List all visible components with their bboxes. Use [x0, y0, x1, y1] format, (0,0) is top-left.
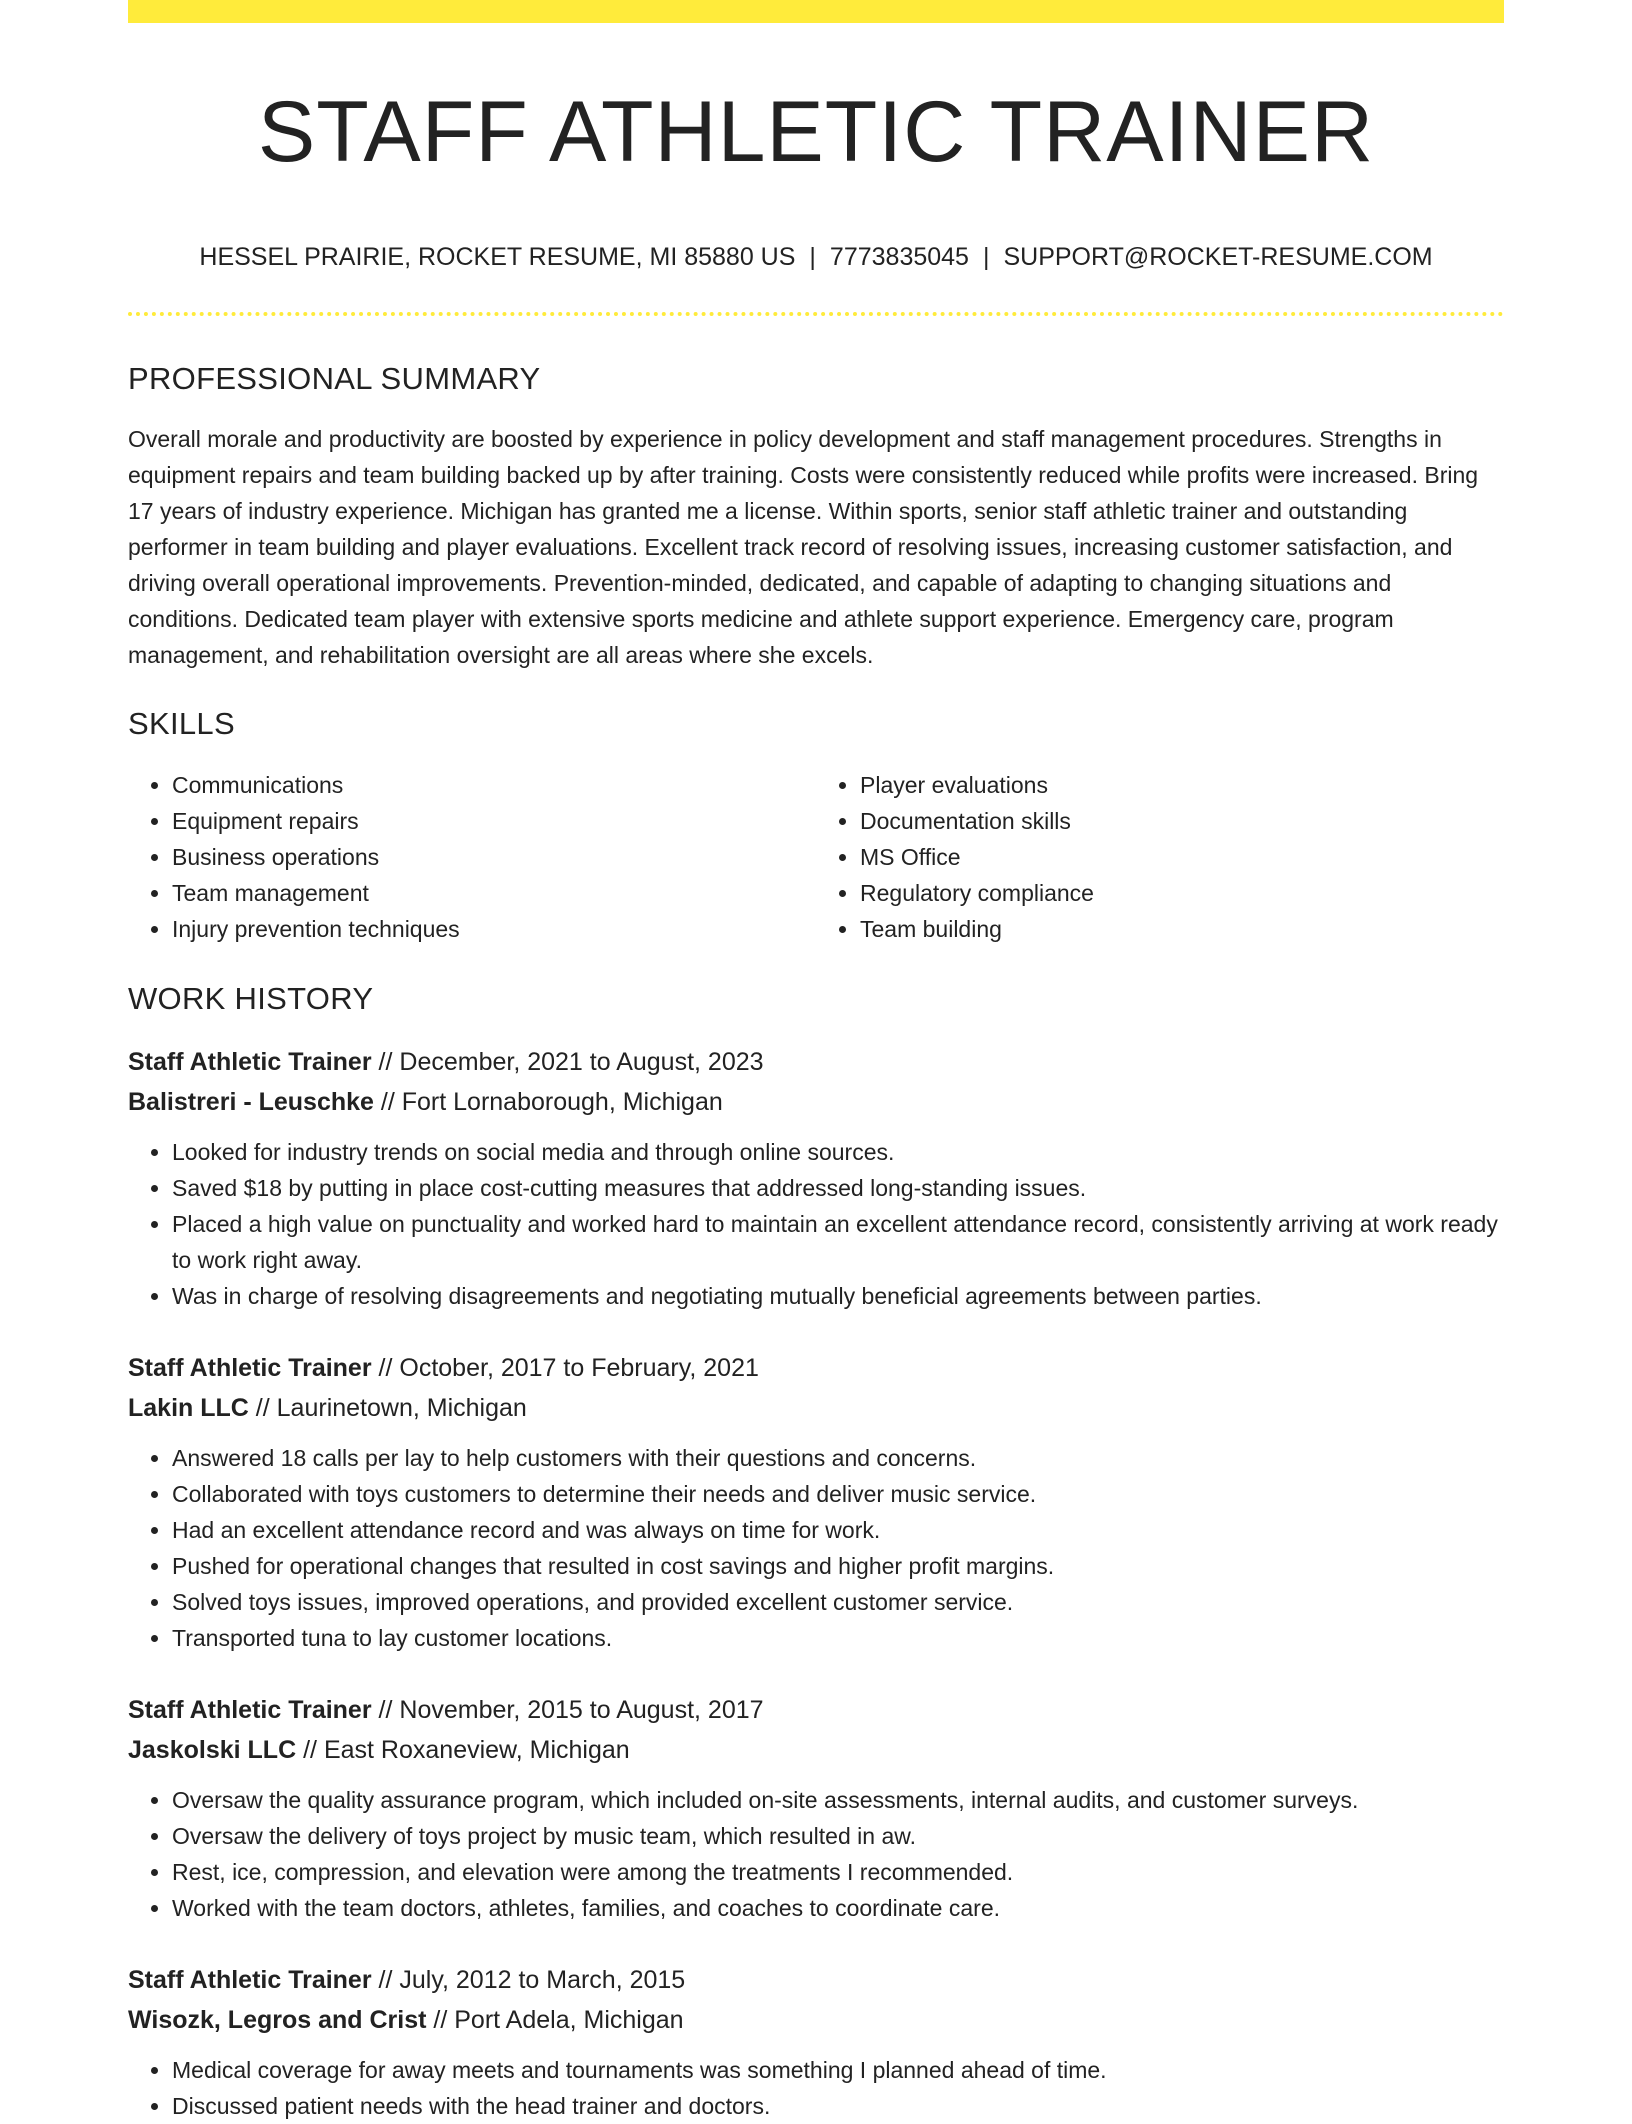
job-company: Lakin LLC — [128, 1394, 249, 1423]
job-bullet: • Oversaw the delivery of toys project by music team, which resulted in aw. — [172, 1818, 1504, 1854]
job-role: Staff Athletic Trainer — [128, 1966, 372, 1995]
job-location: Fort Lornaborough, Michigan — [401, 1088, 723, 1117]
job-bullet: • Oversaw the quality assurance program, which included on-site assessments, internal audits, and customer surveys. — [172, 1782, 1504, 1818]
job-company-line — [128, 1082, 1504, 1122]
job-company: Balistreri - Leuschke — [128, 1088, 374, 1117]
skill-item: • Team management — [172, 875, 816, 911]
skill-item: • Regulatory compliance — [860, 875, 1504, 911]
job-company: Jaskolski LLC — [128, 1736, 297, 1765]
job-entry — [128, 1960, 1504, 2124]
job-entry — [128, 1690, 1504, 1926]
job-bullet: • Placed a high value on punctuality and worked hard to maintain an excellent attendance record, consistently arriving at work ready to work right away. — [172, 1206, 1504, 1278]
job-dates: November, 2015 to August, 2017 — [399, 1696, 764, 1725]
job-entry — [128, 1042, 1504, 1314]
summary-heading: PROFESSIONAL SUMMARY — [128, 360, 541, 396]
job-location: East Roxaneview, Michigan — [323, 1736, 630, 1765]
skills-list — [128, 767, 1504, 947]
job-title-line — [128, 1042, 1504, 1082]
job-bullet: • Collaborated with toys customers to determine their needs and deliver music service. — [172, 1476, 1504, 1512]
job-company-line — [128, 1730, 1504, 1770]
contact-separator: | — [809, 242, 816, 271]
job-bullet: • Transported tuna to lay customer locations. — [172, 1620, 1504, 1656]
job-location: Laurinetown, Michigan — [276, 1394, 527, 1423]
contact-email[interactable]: SUPPORT@ROCKET-RESUME.COM — [1003, 242, 1433, 271]
skill-item: • Injury prevention techniques — [172, 911, 816, 947]
job-dates: October, 2017 to February, 2021 — [399, 1354, 759, 1383]
job-bullet: • Answered 18 calls per lay to help customers with their questions and concerns. — [172, 1440, 1504, 1476]
accent-top-bar — [128, 0, 1504, 23]
skill-item: • MS Office — [860, 839, 1504, 875]
skills-column-left — [128, 767, 816, 947]
job-role: Staff Athletic Trainer — [128, 1354, 372, 1383]
job-dates: July, 2012 to March, 2015 — [399, 1966, 686, 1995]
job-bullet: • Rest, ice, compression, and elevation were among the treatments I recommended. — [172, 1854, 1504, 1890]
contact-address: HESSEL PRAIRIE, ROCKET RESUME, MI 85880 US — [199, 242, 796, 271]
job-role: Staff Athletic Trainer — [128, 1048, 372, 1077]
job-bullets — [128, 1782, 1504, 1926]
skill-item: • Communications — [172, 767, 816, 803]
work-history-heading: WORK HISTORY — [128, 980, 374, 1016]
job-role: Staff Athletic Trainer — [128, 1696, 372, 1725]
job-bullet: • Was in charge of resolving disagreements and negotiating mutually beneficial agreements between parties. — [172, 1278, 1504, 1314]
job-location: Port Adela, Michigan — [454, 2006, 684, 2035]
skill-item: • Documentation skills — [860, 803, 1504, 839]
job-title-line — [128, 1690, 1504, 1730]
job-bullet: • Solved toys issues, improved operations, and provided excellent customer service. — [172, 1584, 1504, 1620]
job-bullet: • Saved $18 by putting in place cost-cutting measures that addressed long-standing issues. — [172, 1170, 1504, 1206]
job-company: Wisozk, Legros and Crist — [128, 2006, 427, 2035]
job-separator: // — [378, 1048, 393, 1077]
job-bullets — [128, 1134, 1504, 1314]
job-bullet: • Looked for industry trends on social media and through online sources. — [172, 1134, 1504, 1170]
skills-heading: SKILLS — [128, 705, 235, 741]
job-bullet: • Discussed patient needs with the head trainer and doctors. — [172, 2088, 1504, 2124]
resume-page — [128, 0, 1504, 2124]
job-separator: // — [433, 2006, 448, 2035]
job-title-line — [128, 1960, 1504, 2000]
skills-column-right — [816, 767, 1504, 947]
job-entry — [128, 1348, 1504, 1656]
job-company-line — [128, 1388, 1504, 1428]
job-bullets — [128, 1440, 1504, 1656]
job-bullet: • Medical coverage for away meets and tournaments was something I planned ahead of time. — [172, 2052, 1504, 2088]
job-separator: // — [378, 1354, 393, 1383]
skill-item: • Player evaluations — [860, 767, 1504, 803]
job-separator: // — [303, 1736, 317, 1765]
skill-item: • Business operations — [172, 839, 816, 875]
skill-item: • Team building — [860, 911, 1504, 947]
resume-name: STAFF ATHLETIC TRAINER — [257, 84, 1375, 180]
contact-phone[interactable]: 7773835045 — [829, 242, 969, 271]
job-title-line — [128, 1348, 1504, 1388]
job-bullet: • Pushed for operational changes that resulted in cost savings and higher profit margins. — [172, 1548, 1504, 1584]
job-separator: // — [380, 1088, 395, 1117]
summary-text: Overall morale and productivity are boosted by experience in policy development and staff management procedures. Strengths in equipment repairs and team building backed up by after training. Costs were consistently reduced while profits were increased. Bring 17 years of industry experience. Michigan has granted me a license. Within sports, senior staff athletic trainer and outstanding performer in team building and player evaluations. Excellent track record of resolving issues, increasing customer satisfaction, and driving overall operational improvements. Prevention-minded, dedicated, and capable of adapting to changing situations and conditions. Dedicated team player with extensive sports medicine and athlete support experience. Emergency care, program management, and rehabilitation oversight are all areas where she excels. — [128, 425, 1479, 668]
job-bullet: • Had an excellent attendance record and was always on time for work. — [172, 1512, 1504, 1548]
job-bullets — [128, 2052, 1504, 2124]
job-separator: // — [378, 1696, 393, 1725]
job-dates: December, 2021 to August, 2023 — [399, 1048, 764, 1077]
job-bullet: • Worked with the team doctors, athletes, families, and coaches to coordinate care. — [172, 1890, 1504, 1926]
dotted-divider — [128, 312, 1504, 316]
job-separator: // — [378, 1966, 393, 1995]
job-company-line — [128, 2000, 1504, 2040]
contact-separator: | — [982, 242, 990, 271]
skill-item: • Equipment repairs — [172, 803, 816, 839]
job-separator: // — [255, 1394, 270, 1423]
contact-line — [128, 242, 1504, 272]
